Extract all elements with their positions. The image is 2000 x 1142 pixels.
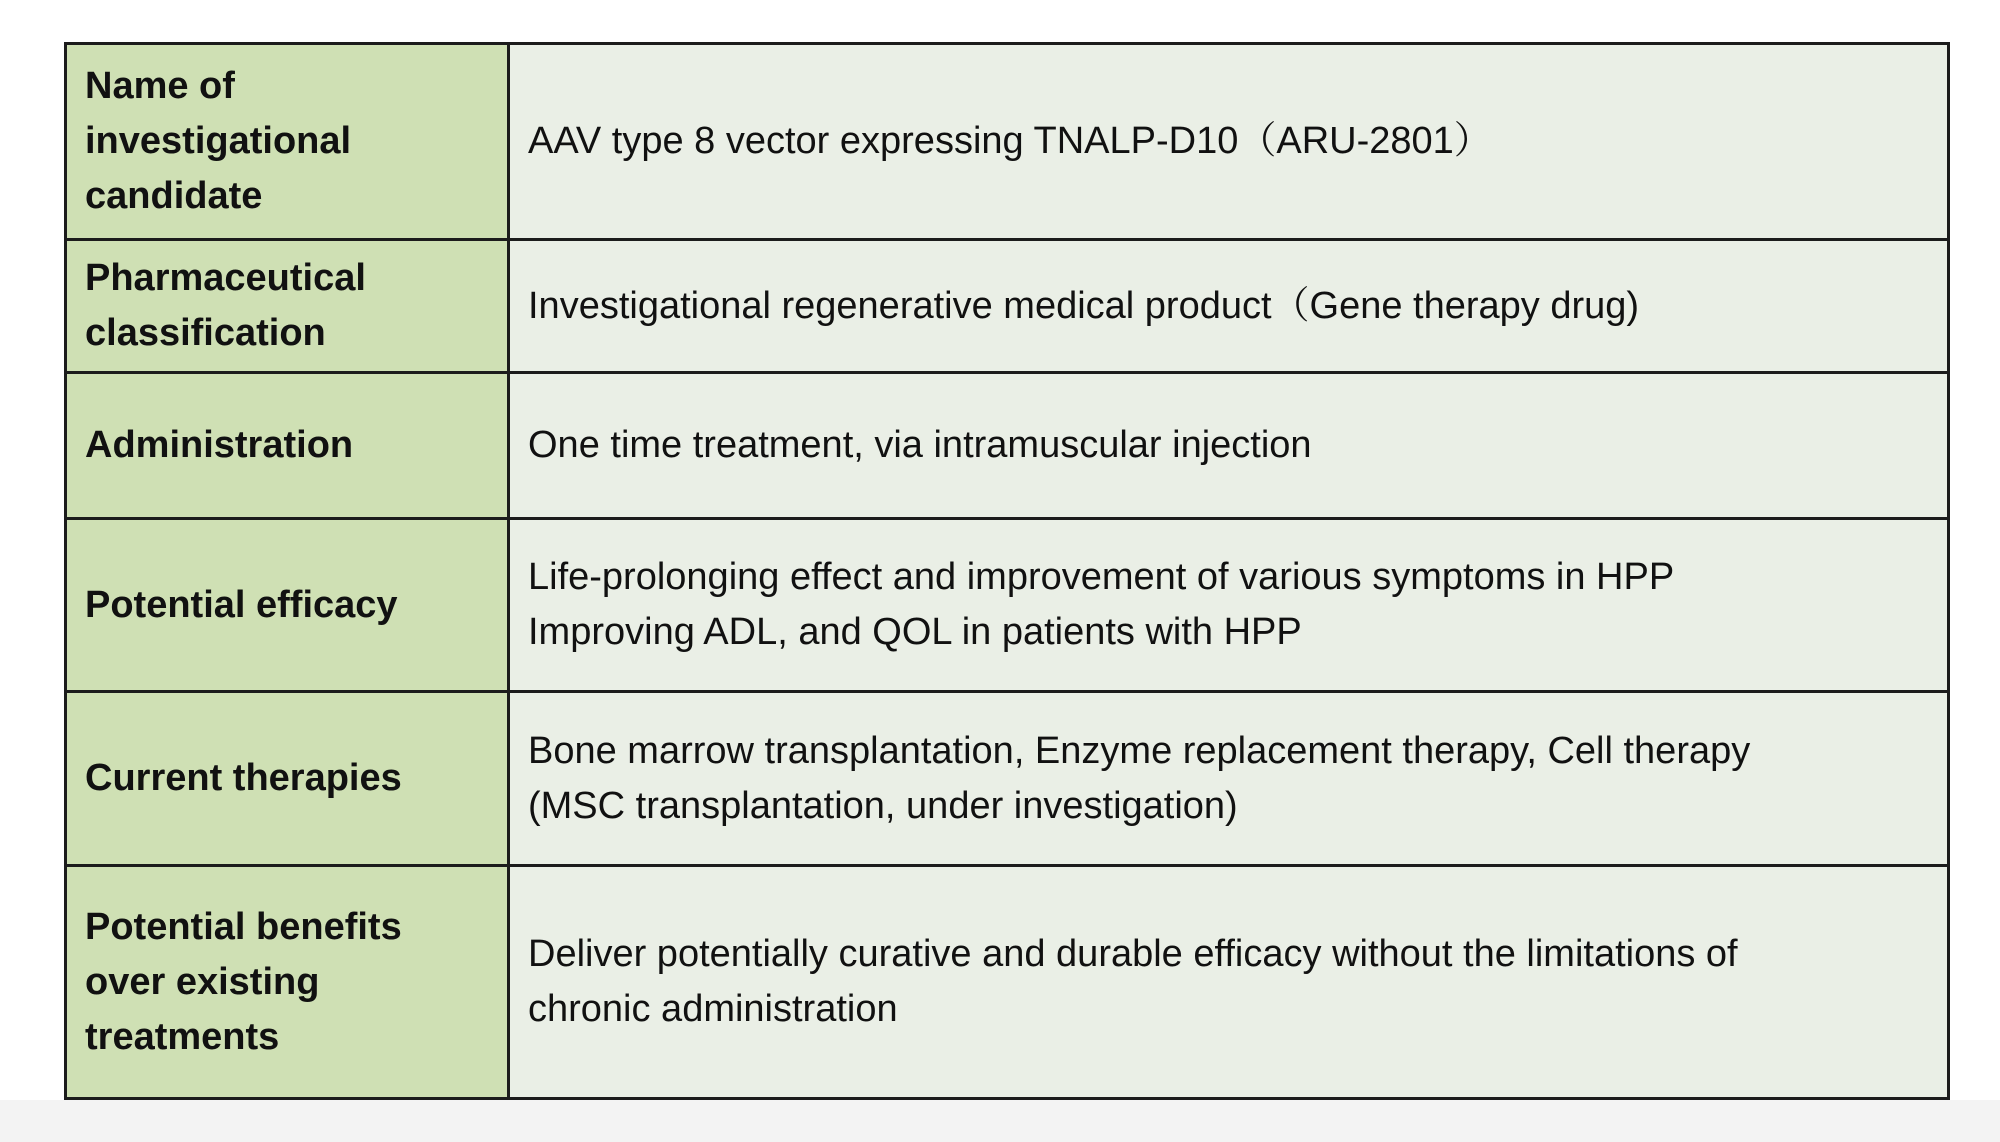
product-info-table	[64, 42, 1950, 1100]
row-label: Name of investigational candidate	[85, 65, 352, 217]
row-value-line: One time treatment, via intramuscular injection	[528, 424, 1312, 466]
table-row-efficacy	[66, 519, 1949, 692]
page-bottom-band	[0, 1100, 2000, 1142]
table-row-benefits	[66, 866, 1949, 1099]
row-label-cell	[66, 692, 509, 866]
row-value-cell	[509, 692, 1949, 866]
row-label-cell	[66, 240, 509, 373]
row-label: Pharmaceutical classification	[85, 257, 366, 354]
row-label-cell	[66, 44, 509, 240]
row-label: Administration	[85, 424, 354, 466]
table-row-name	[66, 44, 1949, 240]
row-label-cell	[66, 866, 509, 1099]
table-row-classification	[66, 240, 1949, 373]
row-value-cell	[509, 866, 1949, 1099]
row-value-line: Life-prolonging effect and improvement of various symptoms in HPP	[528, 556, 1675, 598]
row-value-cell	[509, 519, 1949, 692]
row-value-line: Investigational regenerative medical product（Gene therapy drug)	[528, 284, 1640, 327]
row-label: Potential efficacy	[85, 583, 398, 626]
row-label: Current therapies	[85, 757, 402, 799]
row-label-cell	[66, 519, 509, 692]
row-value-line: Bone marrow transplantation, Enzyme replacement therapy, Cell therapy	[528, 729, 1751, 772]
table-row-current-therapies	[66, 692, 1949, 866]
row-value-line: chronic administration	[528, 988, 898, 1030]
row-value-cell	[509, 240, 1949, 373]
table-row-administration	[66, 373, 1949, 519]
row-value-line: Improving ADL, and QOL in patients with HPP	[528, 611, 1302, 653]
row-value-cell	[509, 44, 1949, 240]
row-label-cell	[66, 373, 509, 519]
row-value-cell	[509, 373, 1949, 519]
row-value-line: AAV type 8 vector expressing TNALP-D10（ARU-2801）	[528, 120, 1492, 162]
row-value-line: (MSC transplantation, under investigation)	[528, 784, 1238, 827]
row-value-line: Deliver potentially curative and durable efficacy without the limitations of	[528, 933, 1738, 975]
row-label: Potential benefits over existing treatments	[85, 905, 402, 1058]
